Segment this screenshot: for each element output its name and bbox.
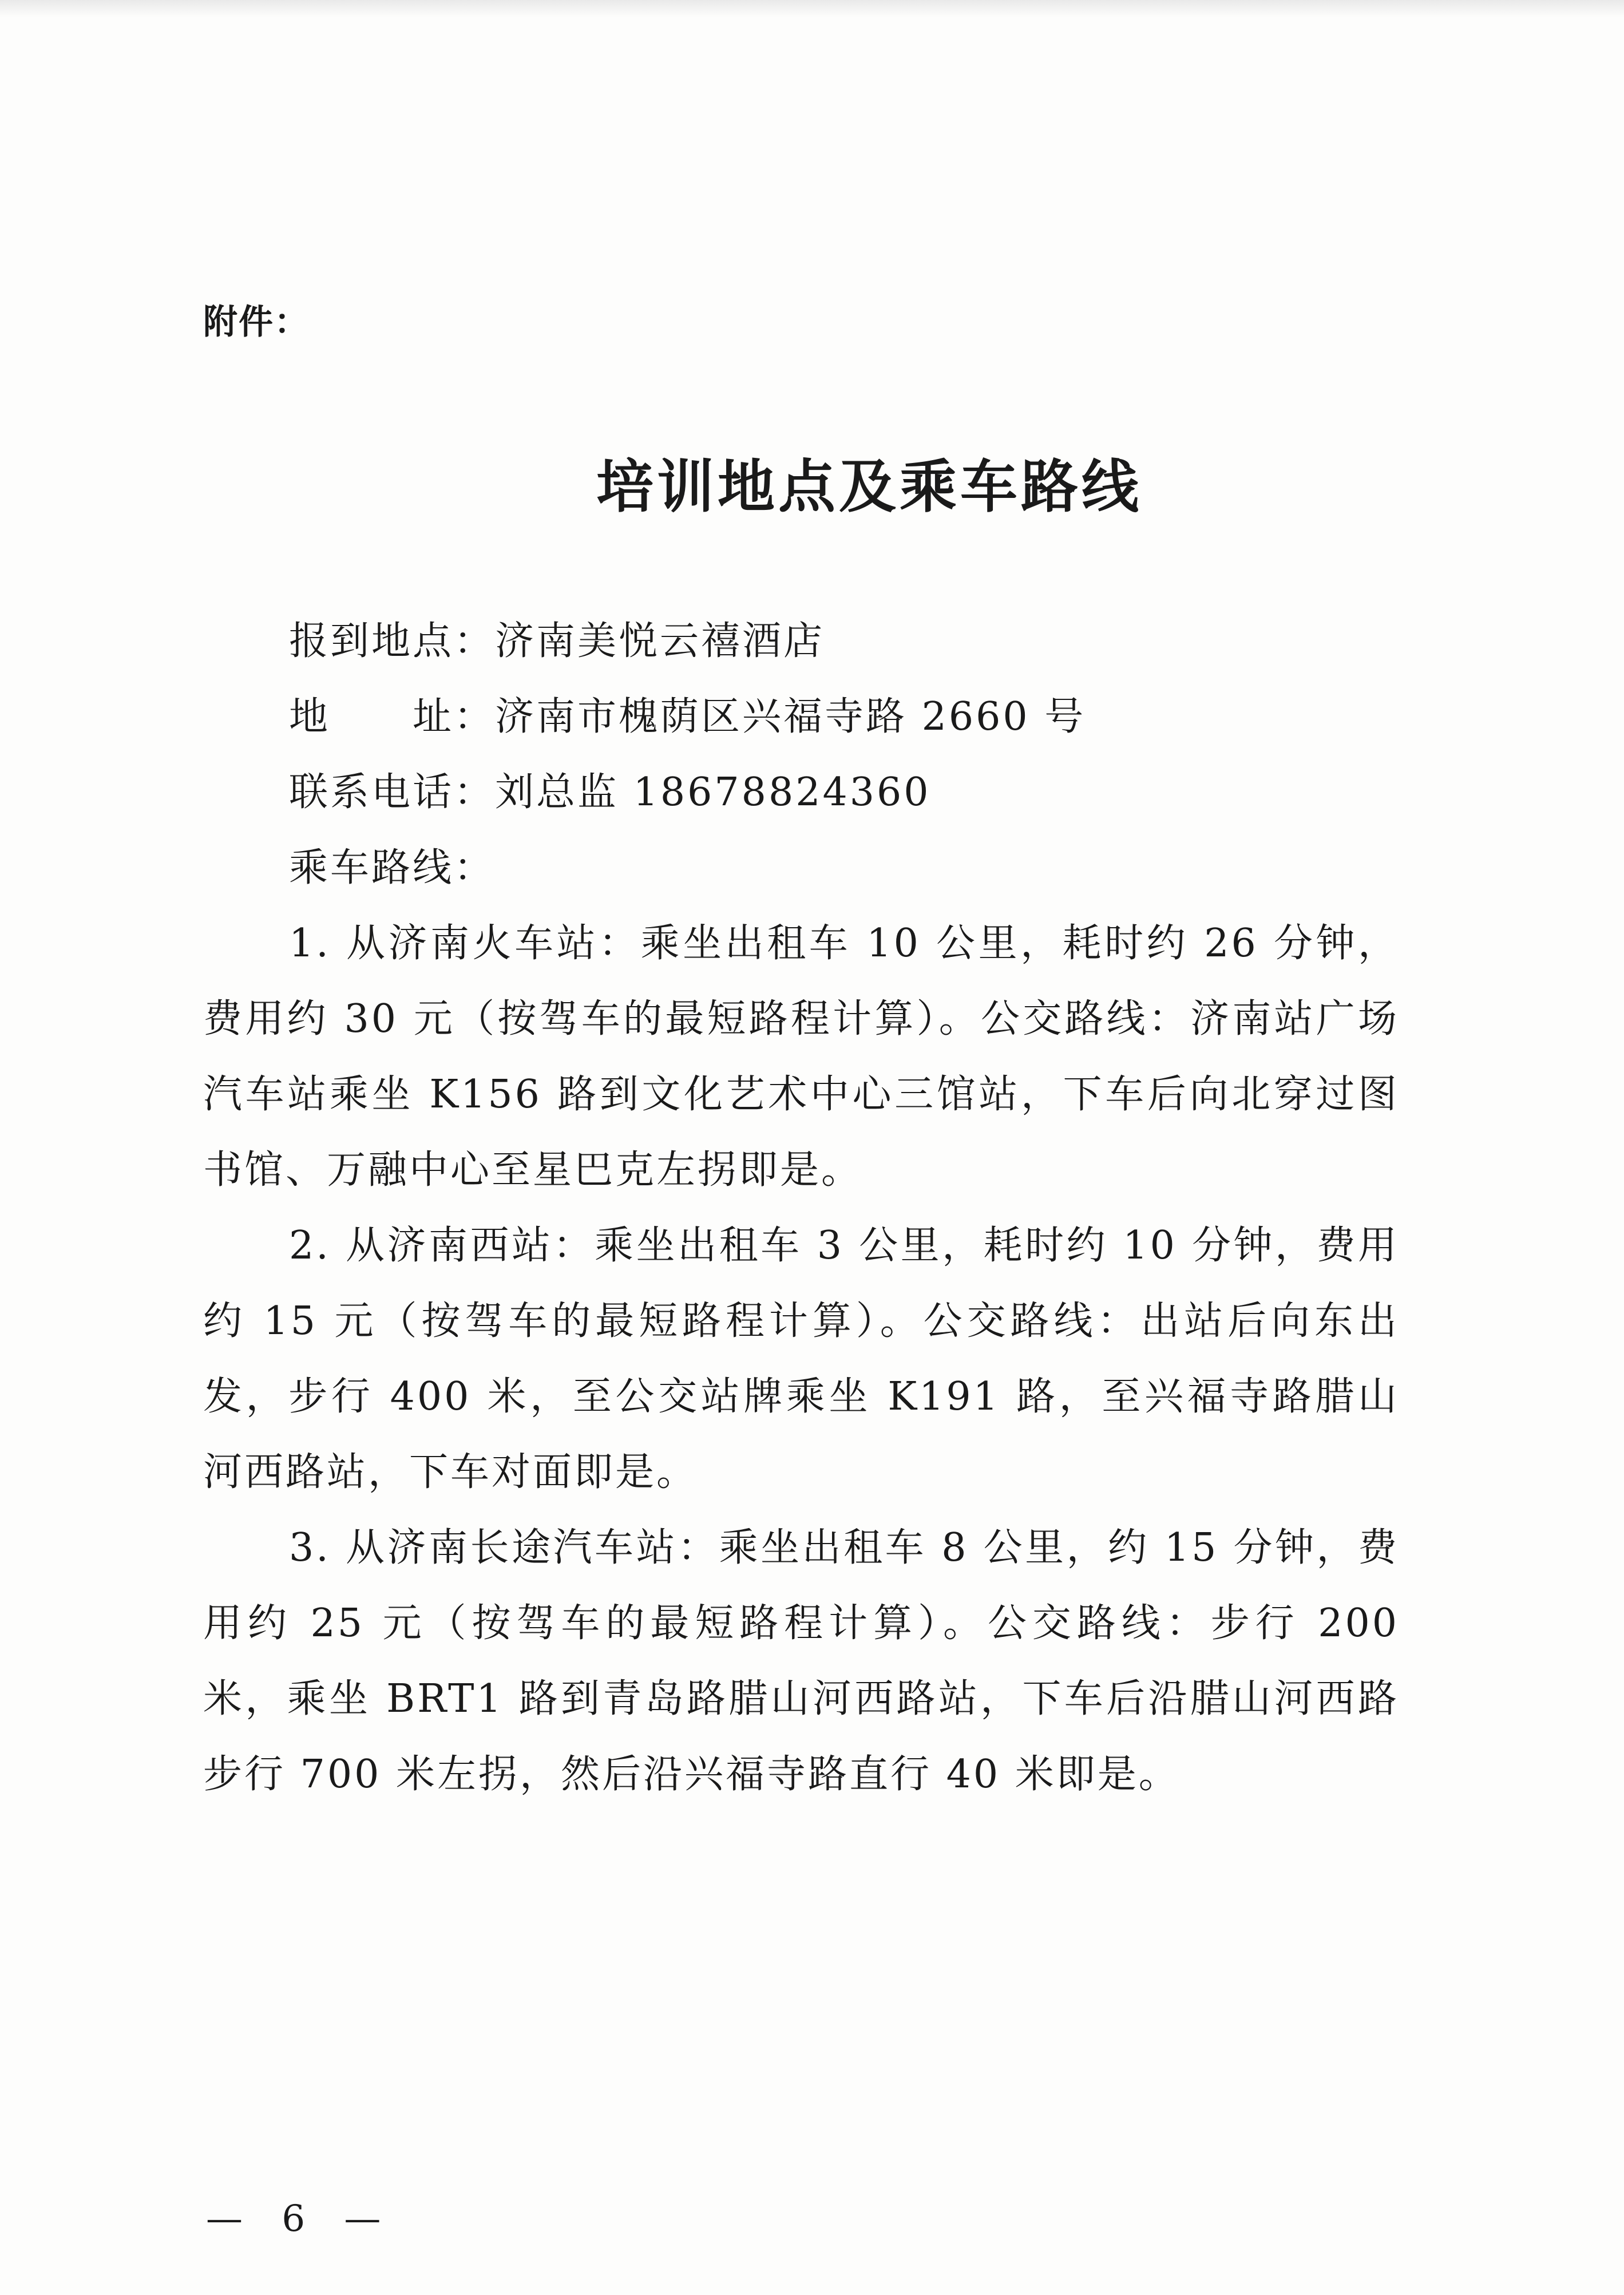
checkin-value: 济南美悦云禧酒店 bbox=[495, 619, 825, 664]
document-title: 培训地点及乘车路线 bbox=[596, 453, 1142, 520]
document-body bbox=[203, 604, 1399, 1813]
checkin-line bbox=[203, 604, 1399, 679]
route-paragraph-2: 2. 从济南西站：乘坐出租车 3 公里，耗时约 10 分钟，费用约 15 元（按驾车的最短路程计算）。公交路线：出站后向东出发，步行 400 米，至公交站牌乘坐 K191 路，至兴福寺路腊山河西路站，下车对面即是。 bbox=[203, 1223, 1399, 1495]
attachment-label: 附件： bbox=[203, 302, 310, 342]
address-value: 济南市槐荫区兴福寺路 2660 号 bbox=[495, 694, 1086, 739]
checkin-label: 报到地点： bbox=[289, 619, 496, 664]
address-line bbox=[203, 679, 1399, 755]
scan-edge bbox=[0, 0, 1624, 17]
route-paragraph-3: 3. 从济南长途汽车站：乘坐出租车 8 公里，约 15 分钟，费用约 25 元（按驾车的最短路程计算）。公交路线：步行 200 米，乘坐 BRT1 路到青岛路腊山河西路站，下车后沿腊山河西路步行 700 米左拐，然后沿兴福寺路直行 40 米即是。 bbox=[203, 1525, 1399, 1797]
route-paragraph-1: 1. 从济南火车站：乘坐出租车 10 公里，耗时约 26 分钟，费用约 30 元（按驾车的最短路程计算）。公交路线：济南站广场汽车站乘坐 K156 路到文化艺术中心三馆站，下车后向北穿过图书馆、万融中心至星巴克左拐即是。 bbox=[203, 921, 1399, 1193]
address-label: 地 址： bbox=[289, 694, 496, 739]
phone-line bbox=[203, 755, 1399, 830]
phone-label: 联系电话： bbox=[289, 770, 496, 815]
route-heading: 乘车路线： bbox=[289, 845, 496, 891]
page-number: — 6 — bbox=[206, 2198, 395, 2240]
phone-value: 刘总监 18678824360 bbox=[495, 770, 931, 815]
